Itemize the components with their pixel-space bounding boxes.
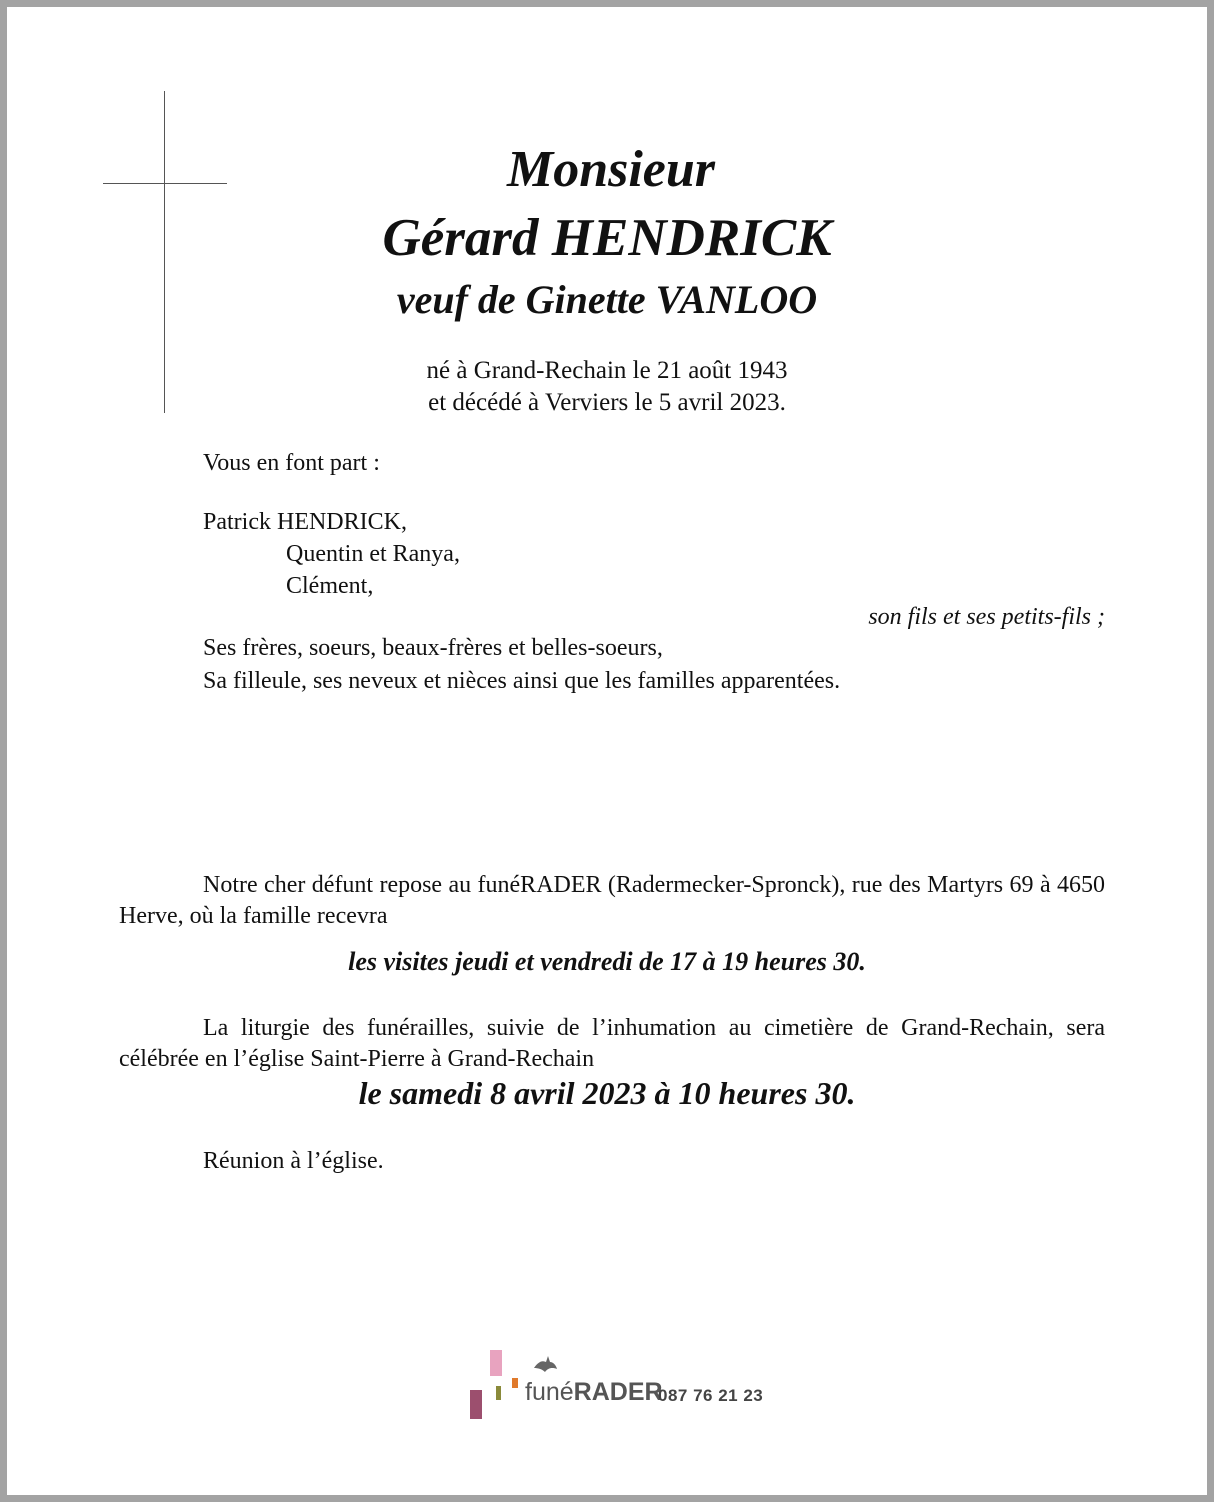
funeral-text: La liturgie des funérailles, suivie de l’inhumation au cimetière de Grand-Rechain, sera célébrée en l’église Saint-Pierre à Grand-Rechain	[119, 1015, 1105, 1072]
deceased-name: Gérard HENDRICK	[382, 209, 832, 267]
salutation: Monsieur	[506, 141, 716, 198]
family-member: Patrick HENDRICK,	[203, 509, 407, 535]
logo-wordmark: funéRADER	[525, 1378, 663, 1406]
funerader-logo	[470, 1348, 790, 1423]
other-relatives: Ses frères, soeurs, beaux-frères et belles-soeurs,	[203, 635, 663, 661]
widow-of: veuf de Ginette VANLOO	[396, 277, 818, 322]
announcement-intro: Vous en font part :	[203, 450, 380, 476]
death-line: et décédé à Verviers le 5 avril 2023.	[428, 389, 786, 416]
phone-number: 087 76 21 23	[658, 1386, 764, 1405]
life-dates	[0, 355, 1214, 419]
birth-line: né à Grand-Rechain le 21 août 1943	[426, 357, 788, 384]
funeral-datetime: le samedi 8 avril 2023 à 10 heures 30.	[358, 1075, 856, 1111]
family-member: Clément,	[286, 573, 374, 599]
family-member: Quentin et Ranya,	[286, 541, 460, 567]
bird-icon	[532, 1354, 558, 1376]
meeting-place: Réunion à l’église.	[203, 1148, 384, 1174]
family-relation: son fils et ses petits-fils ;	[868, 604, 1105, 630]
other-relatives: Sa filleule, ses neveux et nièces ainsi que les familles apparentées.	[203, 668, 841, 694]
visitation-text: Notre cher défunt repose au funéRADER (Radermecker-Spronck), rue des Martyrs 69 à 4650 Herve, où la famille recevra	[119, 872, 1105, 929]
visitation-hours: les visites jeudi et vendredi de 17 à 19 heures 30.	[348, 947, 866, 976]
